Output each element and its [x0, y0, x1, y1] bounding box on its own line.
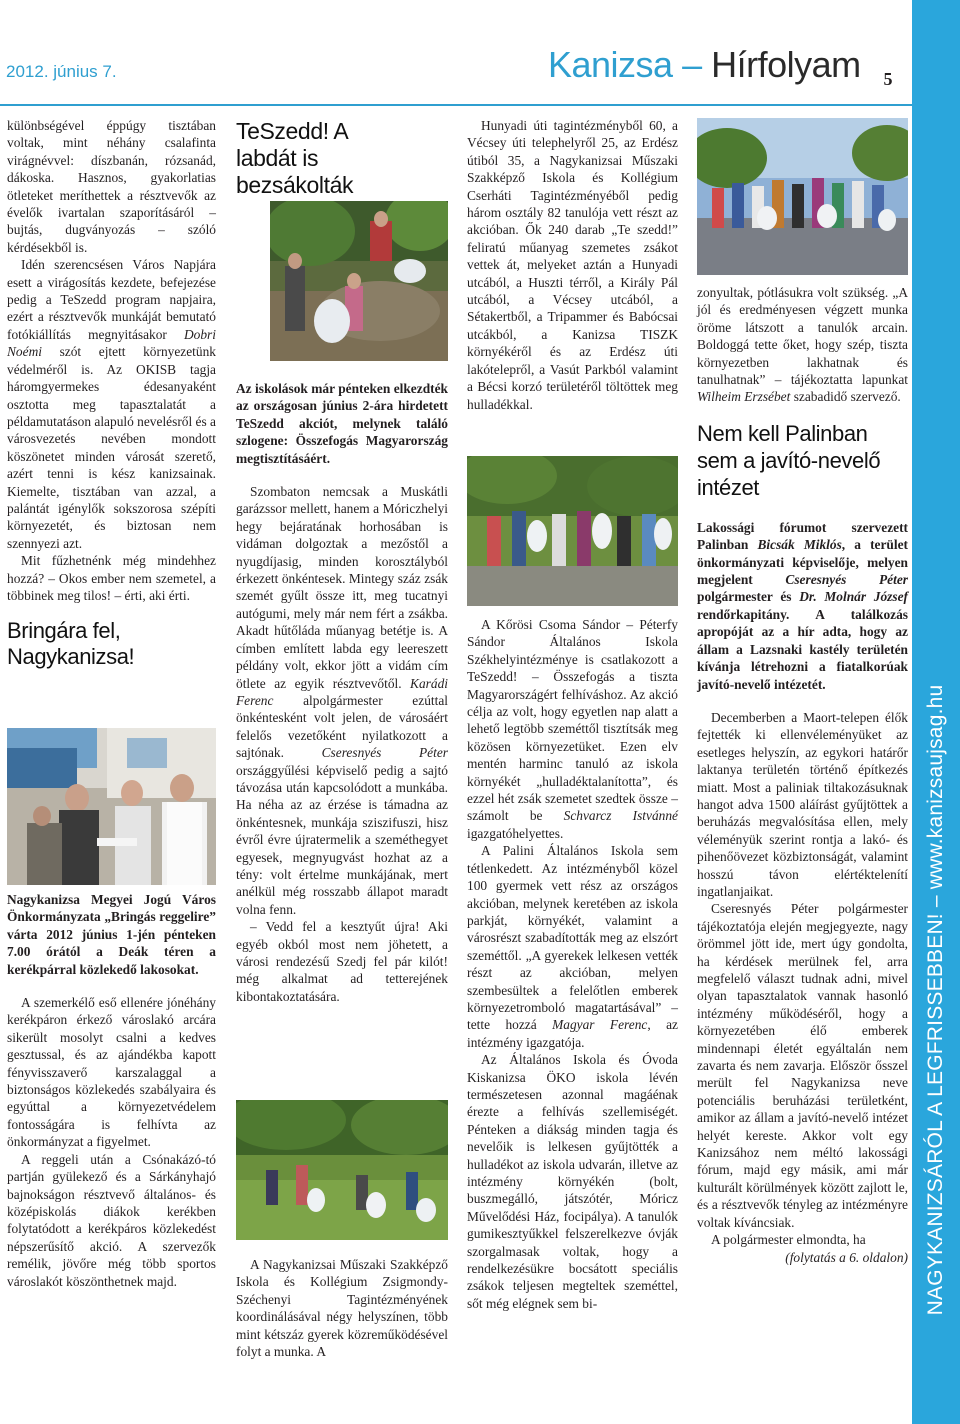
- caption-text: A Kőrösi Csoma Sándor – Péterfy Sándor Általános Iskola Székhelyintézménye is csatlakozott a TeSzedd! – Összefogás a tiszta Magyarországért felhíváshoz. Az akció célja az volt, hogy egyetlen nap alatt a lehető legtöbb szeméttől tisztítsák meg közösen környezetüket. Ezen elv mentén harminc tanuló az iskola környékét „hulladéktalanította”, és ezzel hét zsák szemetet szedtek össze – számolt be: [467, 617, 678, 824]
- column-3: [467, 117, 678, 413]
- person-name: Karádi Ferenc: [236, 675, 448, 708]
- photo-teszedd-hill: [270, 201, 448, 361]
- continuation-note: (folytatás a 6. oldalon): [785, 1249, 908, 1265]
- page-number: 5: [883, 69, 893, 89]
- col4-paragraph-2: Decemberben a Maort-telepen élők fejtették ki ellenvéleményüket az esetleges helyszín, az egykori határőr laktanya területén történő építkezés miatt. Most a paliniak tiltakozásuknak hangot adva 1500 aláírást gyűjtöttek a beruházás megvalósítása ellen, mely véleményük szerint rontja a lakó- és pihenőövezet közbiztonságát, valamint hosszú távon elértéktelenítí ingatlanjaikat.: [697, 709, 908, 899]
- article-lead-bringa: Nagykanizsa Megyei Jogú Város Önkormányzata „Bringás reggelire” várta 2012 június 1-jén pénteken 7.00 órától a Deák téren a kerékpárral közlekedő lakosokat.: [7, 892, 216, 977]
- caption-text-2: igazgatóhelyettes.: [467, 825, 564, 841]
- column-3-bottom: [467, 616, 678, 1312]
- photo-caption-teszedd: A Nagykanizsai Műszaki Szakképző Iskola és Kollégium Zsigmondy-Széchenyi Tagintézményének koordinálásával négy helyszínen, több mint kétszáz gyerek közreműködésével folyt a munka. A: [236, 1257, 448, 1360]
- masthead-part1: Kanizsa: [548, 44, 673, 85]
- person-name: Schvarcz Istvánné: [563, 808, 678, 824]
- lead-text-3: polgármester és: [697, 589, 800, 605]
- col2-p1-text-3: országgyűlési képviselő pedig a sajtó távozása után kapcsolódott a munkába. Ha néha az az érzése is támadna az önkéntesnek, munkája sziszifuszi, hisz évről évre újratermelik a szeméthegyet egyesek, megnyugvást hozhat az a tény: volt értelme munkájának, mert anélkül még rosszabb állapot maradt volna fenn.: [236, 762, 448, 917]
- col3-paragraph-1: Hunyadi úti tagintézményből 60, a Vécsey úti telephelyről 25, az Erdész útiból 35, a Nagykanizsai Műszaki Szakképző Iskola és Kollégium Cserháti Tagintézményéből pedig három osztály 82 tanulója vett részt az akcióban. Ők 240 darab „Te szedd!” feliratú műanyag szemetes zsákot vettek át, melyeket aztán a Hunyadi utcából, a Huszti térről, a Király Pál utcából, a Vécsey utcából, a Sétakertből, a Tripammer és Babócsai utcákból, a Kanizsa TISZK környékéről és az Erdész úti lakótelepről, a Vasút Parkból valamint a Bécsi korzó területéről töltöttek meg hulladékkal.: [467, 118, 678, 412]
- issue-date: 2012. június 7.: [6, 62, 117, 81]
- col4-paragraph-1: [697, 284, 908, 406]
- side-banner-text: NAGYKANIZSÁRÓL A LEGFRISSEBBEN! – www.kanizsaujsag.hu: [924, 684, 947, 1316]
- photo-caption-korosi: [467, 616, 678, 842]
- col2-paragraph-1: [236, 483, 448, 918]
- col1-paragraph-2: [7, 256, 216, 552]
- person-name: Magyar Ferenc: [552, 1017, 648, 1033]
- col1-paragraph-3: Mit fűzhetnénk még mindehhez hozzá? – Okos ember nem szemetel, a többinek meg tilos! – érti, aki érti.: [7, 553, 216, 603]
- col4-paragraph-4: A polgármester elmondta, ha: [711, 1232, 866, 1248]
- masthead-part2: Hírfolyam: [711, 44, 861, 85]
- column-4: [697, 284, 908, 1266]
- col3-p2-text: A Palini Általános Iskola sem tétlenkedett. Az intézményből közel 100 gyermek vett rész az országos akcióban, melynek keretében az iskola parkját, környékét, valamint a városrészt szabadították meg az elszórt szeméttől. „A gyerekek lelkesen vették részt az akcióban, melyen szembesültek a felelőtlen emberek környezetromboló magatartásával” – tette hozzá: [467, 843, 678, 1033]
- article-heading-bringa: Bringára fel, Nagykanizsa!: [7, 618, 135, 670]
- lead-text: Lakossági fórumot szervezett Palinban: [697, 519, 908, 553]
- person-name: Cseresnyés Péter: [785, 572, 908, 588]
- side-banner: [912, 0, 960, 1424]
- masthead: [548, 44, 861, 86]
- col1-paragraph-1: különbségével éppúgy tisztában voltak, mint néhány csalafinta virágnévvel: díszbanán, rózsanád, dákoska. Hasznos, gyakorlatias ötleteket meríthettek a résztvevők az évelők ivartalan szaporításáról – bujtás, dugványozás – szóló kérdésekből is.: [7, 118, 216, 255]
- person-name: Dobri Noémi: [7, 326, 216, 360]
- person-name: Bicsák Miklós: [757, 537, 842, 553]
- photo-bike-breakfast: [7, 728, 216, 885]
- column-2: [236, 380, 448, 1005]
- article-lead-palin: [697, 519, 908, 693]
- article-lead-teszedd: Az iskolások már pénteken elkezdték az országosan június 2-ára hirdetett TeSzedd akciót, melynek találó szlogene: Összefogás Magyarország megtisztításáért.: [236, 381, 448, 466]
- column-2-caption: [236, 1256, 448, 1360]
- col3-paragraph-2: [467, 842, 678, 1051]
- lead-text-4: rendőrkapitány. A találkozás apropóját az a hír adta, hogy az állam a Lazsnaki kastély területén kívánja létrehozni a fiatalkorúak javító-nevelő intézetét.: [697, 606, 908, 692]
- col2-p1-text-2: alpolgármester ezúttal önkéntesként volt jelen, de városáért felelős vezetőként nyilatkozott a sajtónak.: [236, 692, 448, 761]
- header-rule: [0, 104, 912, 106]
- column-2-heading-wrap: [236, 118, 448, 199]
- person-name: Wilheim Erzsébet: [697, 389, 791, 405]
- col4-p1-text-2: szabadidő szervező.: [790, 389, 901, 405]
- col1-p2-text-2: szót ejtett környezetünk védelméről is. Az OKISB tagja háromgyermekes édesanyaként osztotta meg tapasztalatát a példamutatáson alapuló nevelésről és a városvezetés nevében mondott köszönetet minden városát szerető, azért tenni is kész kanizsainak. Kiemelte, tisztában van azzal, a palántát igénylők sokszorosa szépíti környezetét, és biztosan nem szennyezi azt.: [7, 344, 216, 551]
- col2-paragraph-2: – Vedd fel a kesztyűt újra! Aki egyéb okból most nem jöhetett, a városi rendezésű Szedj fel pár kilót! még alkalmat ad tetterejének kibontakoztatására.: [236, 919, 448, 1004]
- col3-paragraph-3: Az Általános Iskola és Óvoda Kiskanizsa ÖKO iskola lévén természetesen azonnal magáénak érezte a felhívás szellemiségét. Pénteken a diákság minden tagja és nevelőik is lelkesen gyűjtötték a hulladékot az iskola udvarán, illetve az intézmény környékén (bolt, buszmegálló, játszótér, Móricz Művelődési Ház, focipálya). A tanulók gumikesztyűkkel felszerelkezve óvják szorgalmasak voltak, hogy a rendelkezésükre bocsátott speciális zsákok teljesen megteltek szeméttel, sőt még elégnek sem bi-: [467, 1052, 678, 1311]
- col1-paragraph-5: A reggeli után a Csónakázó-tó partján gyülekező és a Sárkányhajó bajnokságon résztvevő általános- és középiskolás diákok kerékben folytatódott a kerékpáros közlekedést népszerűsítő akció. A szervezők remélik, jövőre még több sportos városlakót köszönthetnek majd.: [7, 1151, 216, 1289]
- article-heading-teszedd: TeSzedd! A labdát is bezsákolták: [236, 118, 354, 198]
- col4-p1-text: zonyultak, pótlásukra volt szükség. „A jól és eredményesen végzett munka öröme látszott a tanulók arcain. Boldoggá tette őket, hogy szép, tiszta környezetben lakhatnak és tanulhatnak” – tájékoztatta lapunkat: [697, 285, 908, 388]
- col2-p1-text: Szombaton nemcsak a Muskátli garázssor mellett, hanem a Móriczhelyi hegy bejáratának horhosában is vidáman dolgoztak a mezőstől a nyugdíjasig, minden korosztályból érkezett önkéntesek. Mintegy száz zsák szemét gyűlt össze itt, meg tucatnyi autógumi, mely már nem fért a zsákba. Akadt hűtőláda műanyag betétje is. A címben említett labda egy leereszett példány volt, ekkor jött a vidám cím ötlete az egyik résztvevőtől.: [236, 484, 448, 691]
- lead-text-2: , a terület önkormányzati képviselője, melyen megjelent: [697, 537, 909, 588]
- masthead-dash: –: [682, 44, 702, 85]
- person-name: Cseresnyés Péter: [321, 745, 448, 761]
- photo-teszedd-park: [236, 1100, 448, 1240]
- photo-palini-children: [697, 118, 908, 275]
- person-name: Dr. Molnár József: [799, 589, 908, 605]
- article-heading-palin: Nem kell Palinban sem a javító-nevelő intézet: [697, 420, 881, 500]
- col1-paragraph-4: A szemerkélő eső ellenére jónéhány kerékpáron érkező városlakó arcára sikerült mosolyt csalni a kedves gesztussal, és az ajándékba kapott fényvisszaverő karszalaggal a biztonságos közlekedés szabályaira és egyúttal a környezetvédelem fontosságára is felhívta az önkormányzat a figyelmet.: [7, 995, 216, 1150]
- col4-paragraph-3: Cseresnyés Péter polgármester tájékoztatója elején megjegyezte, nagy örömmel jött ide, mert úgy gondolta, ha kérdések merülnek fel, arra megfelelő választ tudnak adni, mivel olyan tapasztalatok vannak hasonló intézmény működéséről, hogy a környezetében élő emberek mindennapi életét egyáltalán nem zavarta és nem zavarja. Először ősszel merült fel Nagykanizsa neve potenciális beruházási területként, amikor az állam a javító-nevelő intézet helyét kereste. Akkor volt egy Kanizsához nem méltó lakossági fórum, majd egy másik, ami már kulturált körülmények között zajlott le, és a résztvevők tényleg az intézményre voltak kíváncsiak.: [697, 901, 908, 1230]
- col1-p2-text: Idén szerencsésen Város Napjára esett a virágosítás kezdete, befejezése pedig a TeSzedd program napjaira, ezért a résztvevők munkáját bemutató fotókiállítás megnyitásakor: [7, 257, 216, 342]
- column-1-bottom: [7, 891, 216, 1290]
- photo-korosi-school: [467, 456, 678, 606]
- column-1: [7, 117, 216, 680]
- col3-p2-text-2: , az intézmény igazgatója.: [467, 1017, 678, 1050]
